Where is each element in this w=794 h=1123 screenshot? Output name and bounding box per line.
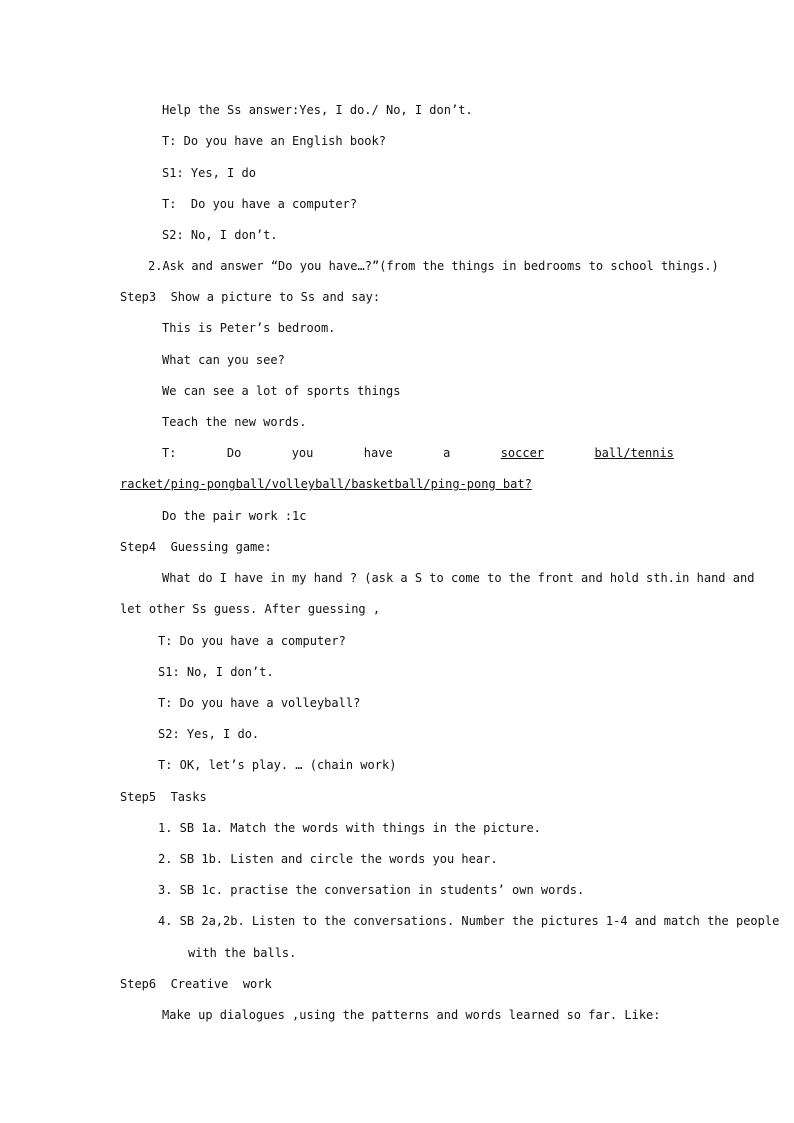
word: have: [363, 446, 393, 460]
word: you: [291, 446, 314, 460]
text-line: Teach the new words.: [162, 415, 307, 429]
task-item-continuation: with the balls.: [188, 946, 297, 960]
step-heading: Step5 Tasks: [120, 790, 207, 804]
text-line: S2: No, I don’t.: [162, 228, 278, 242]
step-heading: Step6 Creative work: [120, 977, 272, 991]
underlined-word: ball/tennis: [594, 446, 674, 460]
task-item: 1. SB 1a. Match the words with things in the picture.: [158, 821, 541, 835]
text-line: 2.Ask and answer “Do you have…?”(from the things in bedrooms to school things.): [148, 259, 719, 273]
text-line: T: Do you have a volleyball?: [158, 696, 361, 710]
step-heading: Step4 Guessing game:: [120, 540, 272, 554]
underlined-word: soccer: [500, 446, 545, 460]
text-line: S1: No, I don’t.: [158, 665, 274, 679]
justified-line: [162, 443, 674, 463]
text-line: S1: Yes, I do: [162, 166, 256, 180]
text-line: T: OK, let’s play. … (chain work): [158, 758, 397, 772]
task-item: 3. SB 1c. practise the conversation in students’ own words.: [158, 883, 585, 897]
text-line: Make up dialogues ,using the patterns and words learned so far. Like:: [162, 1008, 661, 1022]
text-line: We can see a lot of sports things: [162, 384, 401, 398]
underlined-line: racket/ping-pongball/volleyball/basketball/ping-pong bat?: [120, 477, 532, 491]
text-line: What do I have in my hand ? (ask a S to come to the front and hold sth.in hand and: [162, 571, 755, 585]
text-line: S2: Yes, I do.: [158, 727, 260, 741]
word: a: [443, 446, 451, 460]
text-line: This is Peter’s bedroom.: [162, 321, 336, 335]
task-item: 4. SB 2a,2b. Listen to the conversations. Number the pictures 1-4 and match the people: [158, 914, 780, 928]
text-line: Help the Ss answer:Yes, I do./ No, I don’t.: [162, 103, 473, 117]
text-line: T: Do you have an English book?: [162, 134, 386, 148]
text-line: T: Do you have a computer?: [158, 634, 346, 648]
text-line: What can you see?: [162, 353, 285, 367]
text-line: let other Ss guess. After guessing ,: [120, 602, 381, 616]
word: T:: [162, 446, 177, 460]
word: Do: [226, 446, 242, 460]
step-heading: Step3 Show a picture to Ss and say:: [120, 290, 381, 304]
task-item: 2. SB 1b. Listen and circle the words you hear.: [158, 852, 498, 866]
text-line: T: Do you have a computer?: [162, 197, 358, 211]
text-line: Do the pair work :1c: [162, 509, 307, 523]
